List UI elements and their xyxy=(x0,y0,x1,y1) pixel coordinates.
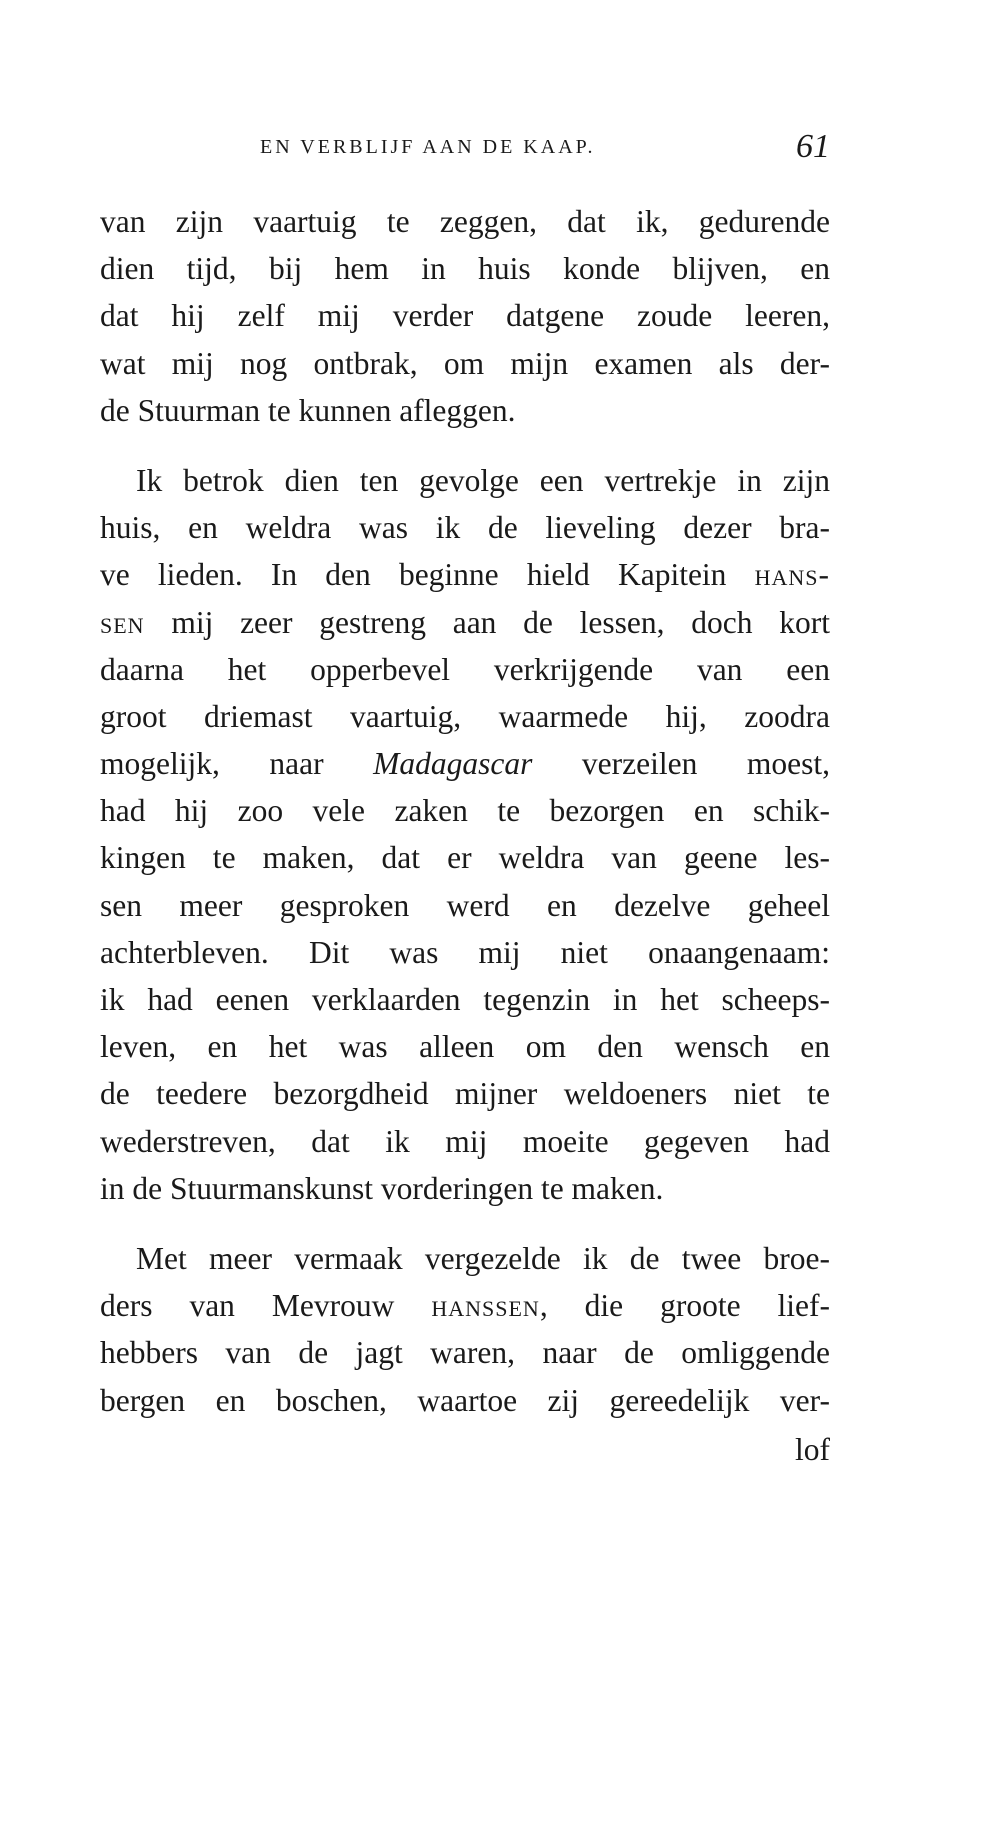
text-run: ve lieden. In den beginne hield Kapitein xyxy=(100,557,755,593)
text-line: wat mij nog ontbrak, om mijn examen als der- xyxy=(100,345,830,381)
text-line: dien tijd, bij hem in huis konde blijven, en xyxy=(100,251,830,287)
paragraph-2 xyxy=(100,457,830,1212)
text-line: hebbers van de jagt waren, naar de omliggende xyxy=(100,1335,830,1371)
text-line xyxy=(100,1282,830,1329)
text-line: achterbleven. Dit was mij niet onaangenaam: xyxy=(100,934,830,970)
italic-place-name: Madagascar xyxy=(373,746,533,782)
running-head xyxy=(100,128,830,168)
text-line xyxy=(100,551,830,598)
small-caps-name: sen xyxy=(100,604,145,640)
paragraph-3 xyxy=(100,1235,830,1424)
page-number: 61 xyxy=(796,128,830,165)
body-text xyxy=(100,198,830,1424)
text-line: groot driemast vaartuig, waarmede hij, zoodra xyxy=(100,698,830,734)
text-line: dat hij zelf mij verder datgene zoude leeren, xyxy=(100,298,830,334)
text-run: mogelijk, naar xyxy=(100,746,374,782)
text-line: Met meer vermaak vergezelde ik de twee broe- xyxy=(136,1240,830,1276)
paragraph-1 xyxy=(100,198,830,434)
text-line: ik had eenen verklaarden tegenzin in het scheeps- xyxy=(100,982,830,1017)
text-run: mij zeer gestreng aan de lessen, doch kort xyxy=(144,604,830,640)
text-line: de teedere bezorgdheid mijner weldoeners niet te xyxy=(100,1076,830,1112)
running-title: EN VERBLIJF AAN DE KAAP. xyxy=(260,136,596,158)
text-line: leven, en het was alleen om den wensch en xyxy=(100,1029,830,1065)
text-line xyxy=(100,740,830,787)
text-run: ders van Mevrouw xyxy=(100,1288,432,1324)
text-line: Ik betrok dien ten gevolge een vertrekje in zijn xyxy=(136,462,830,498)
small-caps-name: hans- xyxy=(754,557,830,593)
text-run: verzeilen moest, xyxy=(532,746,830,782)
text-run: , die groote lief- xyxy=(539,1288,830,1324)
text-line: de Stuurman te kunnen afleggen. xyxy=(100,392,516,428)
text-line: sen meer gesproken werd en dezelve geheel xyxy=(100,887,830,923)
text-line: wederstreven, dat ik mij moeite gegeven had xyxy=(100,1123,830,1159)
text-line: huis, en weldra was ik de lieveling dezer bra- xyxy=(100,510,830,546)
text-line xyxy=(100,599,830,646)
text-line: van zijn vaartuig te zeggen, dat ik, gedurende xyxy=(100,204,830,239)
small-caps-name: hanssen xyxy=(431,1288,540,1324)
catchword: lof xyxy=(795,1432,830,1467)
text-line: in de Stuurmanskunst vorderingen te maken. xyxy=(100,1170,664,1206)
text-line: bergen en boschen, waartoe zij gereedelijk ver- xyxy=(100,1382,830,1418)
text-line: daarna het opperbevel verkrijgende van een xyxy=(100,651,830,687)
text-line: had hij zoo vele zaken te bezorgen en schik- xyxy=(100,793,830,829)
text-line: kingen te maken, dat er weldra van geene les- xyxy=(100,840,830,876)
